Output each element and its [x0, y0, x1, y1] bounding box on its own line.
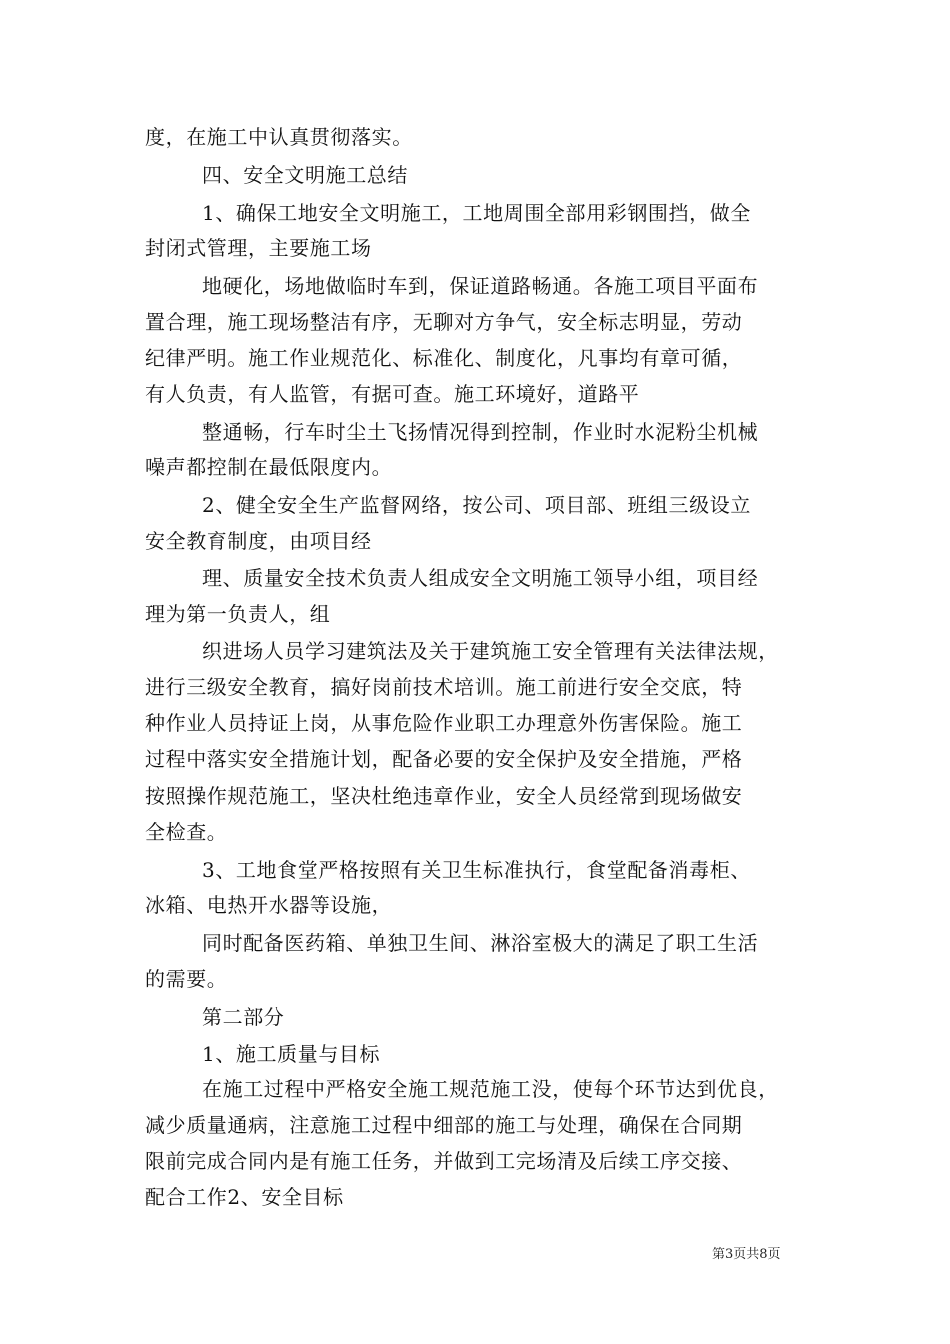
text-line: 安全教育制度，由项目经	[145, 529, 372, 553]
text-line: 度，在施工中认真贯彻落实。	[145, 125, 413, 149]
text-line: 过程中落实安全措施计划，配备必要的安全保护及安全措施，严格	[145, 747, 743, 771]
section-heading: 四、安全文明施工总结	[202, 163, 408, 187]
text-line: 2、健全安全生产监督网络，按公司、项目部、班组三级设立	[202, 493, 751, 517]
text-line: 织进场人员学习建筑法及关于建筑施工安全管理有关法律法规，	[202, 639, 779, 663]
text-line: 理为第一负责人，组	[145, 602, 331, 626]
text-line: 1、确保工地安全文明施工，工地周围全部用彩钢围挡，做全	[202, 201, 751, 225]
text-line: 置合理，施工现场整洁有序，无聊对方争气，安全标志明显，劳动	[145, 310, 743, 334]
text-line: 在施工过程中严格安全施工规范施工没，使每个环节达到优良，	[202, 1077, 779, 1101]
page-number: 第3页共8页	[712, 1247, 781, 1262]
section-heading: 1、施工质量与目标	[202, 1042, 381, 1066]
section-heading: 第二部分	[202, 1005, 285, 1029]
text-line: 噪声都控制在最低限度内。	[145, 455, 393, 479]
text-line: 理、质量安全技术负责人组成安全文明施工领导小组，项目经	[202, 566, 759, 590]
text-line: 的需要。	[145, 967, 228, 991]
text-line: 种作业人员持证上岗，从事危险作业职工办理意外伤害保险。施工	[145, 711, 743, 735]
text-line: 限前完成合同内是有施工任务，并做到工完场清及后续工序交接、	[145, 1149, 743, 1173]
text-line: 减少质量通病，注意施工过程中细部的施工与处理，确保在合同期	[145, 1113, 743, 1137]
text-line: 按照操作规范施工，坚决杜绝违章作业，安全人员经常到现场做安	[145, 784, 743, 808]
text-line: 进行三级安全教育，搞好岗前技术培训。施工前进行安全交底，特	[145, 675, 743, 699]
text-line: 封闭式管理，主要施工场	[145, 236, 372, 260]
text-line: 配合工作2、安全目标	[145, 1185, 344, 1209]
text-line: 地硬化，场地做临时车到，保证道路畅通。各施工项目平面布	[202, 274, 759, 298]
text-line: 有人负责，有人监管，有据可查。施工环境好，道路平	[145, 382, 640, 406]
text-line: 同时配备医药箱、单独卫生间、淋浴室极大的满足了职工生活	[202, 931, 759, 955]
text-line: 全检查。	[145, 820, 228, 844]
text-line: 纪律严明。施工作业规范化、标准化、制度化，凡事均有章可循，	[145, 346, 743, 370]
text-line: 整通畅，行车时尘土飞扬情况得到控制，作业时水泥粉尘机械	[202, 420, 759, 444]
text-line: 3、工地食堂严格按照有关卫生标准执行，食堂配备消毒柜、	[202, 858, 751, 882]
text-line: 冰箱、电热开水器等设施，	[145, 893, 393, 917]
